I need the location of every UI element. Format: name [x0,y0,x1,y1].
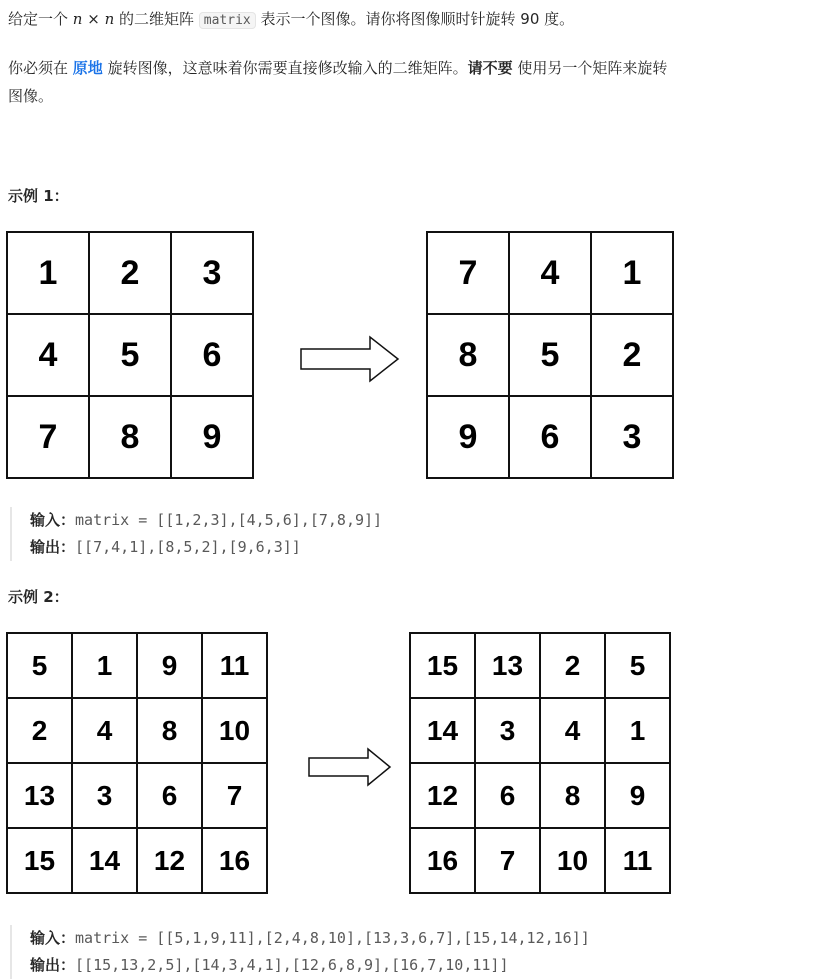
matrix-cell: 11 [202,633,267,698]
matrix-row [7,763,267,828]
text: 表示一个图像。请你将图像顺时针旋转 90 度。 [255,10,575,28]
example-2-io [10,925,590,979]
problem-statement [8,7,574,33]
arrow-right-icon [306,746,396,788]
matrix-row [7,698,267,763]
matrix-cell: 8 [137,698,202,763]
example-1-input-matrix [6,231,254,479]
bold-text: 请不要 [467,59,513,77]
matrix-cell: 9 [427,396,509,478]
input-label: 输入： [30,511,76,529]
example-2-input-matrix [6,632,268,894]
matrix-cell: 9 [605,763,670,828]
text: × [82,10,105,28]
matrix-cell: 13 [475,633,540,698]
text: 旋转图像，这意味着你需要直接修改输入的二维矩阵。 [102,59,468,77]
matrix-cell: 14 [410,698,475,763]
matrix-cell: 7 [427,232,509,314]
output-value: [[7,4,1],[8,5,2],[9,6,3]] [75,538,301,556]
example-1-io [10,507,382,561]
text: 你必须在 [8,59,73,77]
matrix-cell: 6 [171,314,253,396]
matrix-row [427,314,673,396]
matrix-cell: 5 [7,633,72,698]
matrix-cell: 7 [202,763,267,828]
matrix-cell: 2 [7,698,72,763]
matrix-cell: 10 [540,828,605,893]
matrix-cell: 1 [591,232,673,314]
matrix-cell: 2 [89,232,171,314]
arrow-right-icon [298,334,404,384]
inline-code: matrix [199,12,256,29]
matrix-row [7,314,253,396]
matrix-cell: 8 [89,396,171,478]
input-value: matrix = [[5,1,9,11],[2,4,8,10],[13,3,6,7],[15,14,12,16]] [75,929,590,947]
matrix-cell: 6 [475,763,540,828]
matrix-cell: 6 [137,763,202,828]
matrix-cell: 13 [7,763,72,828]
matrix-cell: 14 [72,828,137,893]
matrix-cell: 8 [427,314,509,396]
text-line: 图像。 [8,87,54,105]
matrix-cell: 1 [72,633,137,698]
in-place-requirement [8,56,667,80]
matrix-cell: 8 [540,763,605,828]
matrix-cell: 6 [509,396,591,478]
matrix-cell: 3 [591,396,673,478]
matrix-cell: 3 [171,232,253,314]
matrix-row [7,828,267,893]
matrix-row [7,232,253,314]
output-value: [[15,13,2,5],[14,3,4,1],[12,6,8,9],[16,7,10,11]] [75,956,509,974]
in-place-link[interactable]: 原地 [72,59,103,77]
matrix-cell: 9 [137,633,202,698]
matrix-cell: 2 [540,633,605,698]
text: 的二维矩阵 [114,10,199,28]
output-label: 输出： [30,956,76,974]
matrix-cell: 4 [509,232,591,314]
matrix-row [410,698,670,763]
matrix-row [410,828,670,893]
example-1-output-matrix [426,231,674,479]
example-1-heading: 示例 1： [8,187,69,205]
output-label: 输出： [30,538,76,556]
matrix-cell: 7 [7,396,89,478]
example-2-heading: 示例 2： [8,588,69,606]
matrix-cell: 5 [509,314,591,396]
input-value: matrix = [[1,2,3],[4,5,6],[7,8,9]] [75,511,383,529]
matrix-cell: 4 [7,314,89,396]
matrix-row [410,763,670,828]
matrix-cell: 4 [540,698,605,763]
matrix-cell: 15 [7,828,72,893]
matrix-cell: 1 [7,232,89,314]
matrix-row [410,633,670,698]
math-n: n [72,10,83,28]
matrix-cell: 3 [475,698,540,763]
matrix-cell: 11 [605,828,670,893]
matrix-cell: 15 [410,633,475,698]
text: 使用另一个矩阵来旋转 [512,59,668,77]
matrix-row [427,396,673,478]
matrix-cell: 4 [72,698,137,763]
math-n: n [104,10,115,28]
matrix-cell: 12 [137,828,202,893]
matrix-cell: 16 [202,828,267,893]
input-label: 输入： [30,929,76,947]
matrix-row [7,396,253,478]
matrix-cell: 5 [89,314,171,396]
matrix-cell: 5 [605,633,670,698]
matrix-cell: 16 [410,828,475,893]
matrix-cell: 7 [475,828,540,893]
matrix-cell: 2 [591,314,673,396]
matrix-cell: 1 [605,698,670,763]
matrix-row [7,633,267,698]
matrix-cell: 10 [202,698,267,763]
matrix-row [427,232,673,314]
matrix-cell: 9 [171,396,253,478]
text: 给定一个 [8,10,73,28]
example-2-output-matrix [409,632,671,894]
matrix-cell: 12 [410,763,475,828]
matrix-cell: 3 [72,763,137,828]
